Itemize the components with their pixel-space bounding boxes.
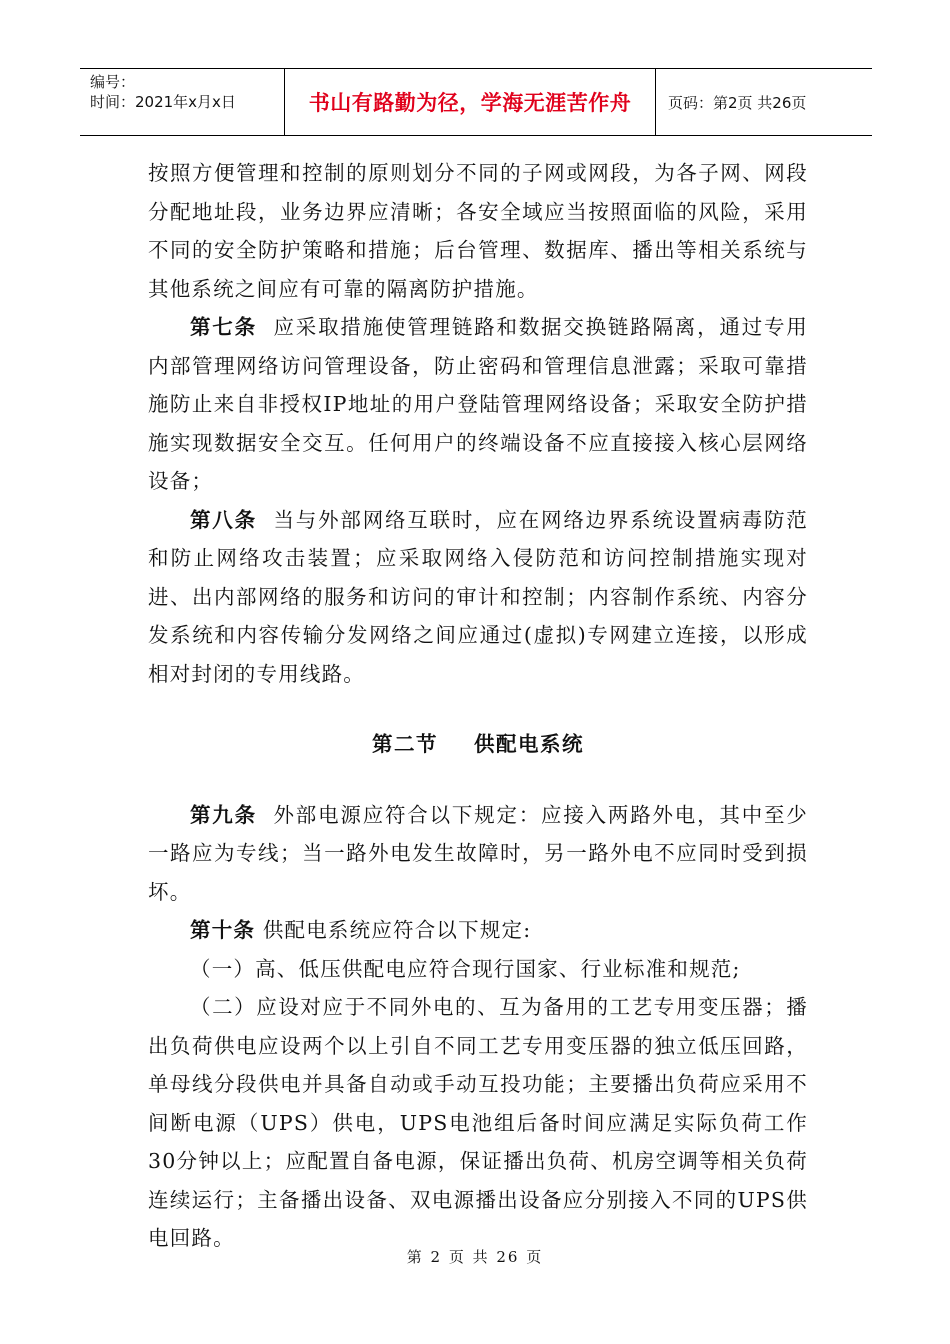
list-item: （二）应设对应于不同外电的、互为备用的工艺专用变压器；播出负荷供电应设两个以上引自不同工艺专用变压器的独立低压回路，单母线分段供电并具备自动或手动互投功能；主要播出负荷应采用不间断电源（UPS）供电，UPS电池组后备时间应满足实际负荷工作30分钟以上；应配置自备电源，保证播出负荷、机房空调等相关负荷连续运行；主备播出设备、双电源播出设备应分别接入不同的UPS供电回路。 <box>148 995 808 1250</box>
article-heading: 第七条 <box>190 315 257 339</box>
article-text: 外部电源应符合以下规定：应接入两路外电，其中至少一路应为专线；当一路外电发生故障时，另一路外电不应同时受到损坏。 <box>148 802 808 904</box>
article-heading: 第十条 <box>190 918 256 942</box>
article-8 <box>148 501 808 694</box>
paragraph: 按照方便管理和控制的原则划分不同的子网或网段，为各子网、网段分配地址段，业务边界应清晰；各安全域应当按照面临的风险，采用不同的安全防护策略和措施；后台管理、数据库、播出等相关系统与其他系统之间应有可靠的隔离防护措施。 <box>148 161 808 301</box>
article-9 <box>148 796 808 912</box>
page-footer: 第 2 页 共 26 页 <box>406 1248 544 1266</box>
section-number: 第二节 <box>372 732 438 756</box>
article-text: 当与外部网络互联时，应在网络边界系统设置病毒防范和防止网络攻击装置；应采取网络入侵防范和访问控制措施实现对进、出内部网络的服务和访问的审计和控制；内容制作系统、内容分发系统和内容传输分发网络之间应通过(虚拟)专网建立连接，以形成相对封闭的专用线路。 <box>148 507 808 686</box>
section-title <box>148 725 808 764</box>
header-motto: 书山有路勤为径，学海无涯苦作舟 <box>284 69 656 135</box>
article-text: 供配电系统应符合以下规定: <box>262 918 532 942</box>
document-number-label: 编号： <box>90 73 136 91</box>
page-header <box>80 68 872 136</box>
article-10 <box>148 911 808 950</box>
document-body <box>148 154 808 1258</box>
section-name: 供配电系统 <box>474 732 584 756</box>
list-item: （一）高、低压供配电应符合现行国家、行业标准和规范; <box>190 956 741 981</box>
article-text: 应采取措施使管理链路和数据交换链路隔离，通过专用内部管理网络访问管理设备，防止密码和管理信息泄露；采取可靠措施防止来自非授权IP地址的用户登陆管理网络设备；采取安全防护措施实现数据安全交互。任何用户的终端设备不应直接接入核心层网络设备； <box>148 315 808 493</box>
article-heading: 第八条 <box>190 507 257 532</box>
document-date-label: 时间：2021年x月x日 <box>90 93 236 111</box>
article-7 <box>148 308 808 501</box>
article-heading: 第九条 <box>190 802 257 827</box>
header-meta <box>80 69 284 135</box>
header-page-number: 页码：第2页 共26页 <box>668 93 807 112</box>
